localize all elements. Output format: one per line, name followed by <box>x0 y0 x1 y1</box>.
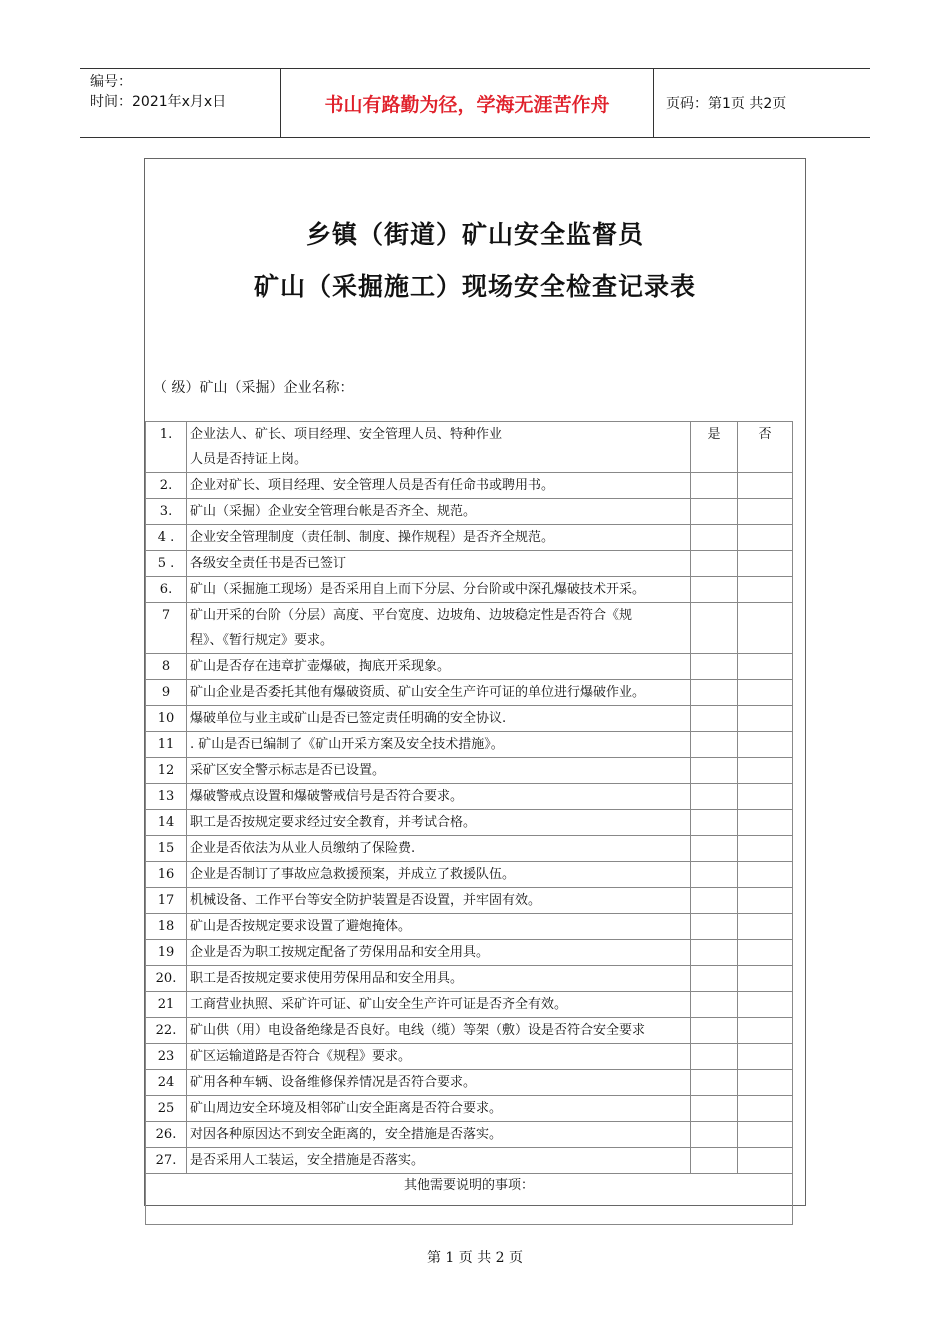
item-question-line: 企业对矿长、项目经理、安全管理人员是否有任命书或聘用书。 <box>190 478 555 493</box>
item-question-line: 企业安全管理制度（责任制、制度、操作规程）是否齐全规范。 <box>190 530 555 545</box>
item-question-line: 对因各种原因达不到安全距离的，安全措施是否落实。 <box>190 1127 503 1142</box>
checklist-table <box>145 421 793 1225</box>
item-question <box>187 422 691 473</box>
item-question <box>187 914 691 940</box>
table-row <box>146 499 793 525</box>
item-question-line: 各级安全责任书是否已签订 <box>190 556 347 571</box>
item-number: 2. <box>146 473 187 499</box>
table-row <box>146 1096 793 1122</box>
item-question-line: 爆破警戒点设置和爆破警戒信号是否符合要求。 <box>190 789 464 804</box>
yes-checkbox-cell[interactable] <box>691 784 738 810</box>
yes-checkbox-cell[interactable] <box>691 1044 738 1070</box>
yes-checkbox-cell[interactable] <box>691 706 738 732</box>
no-checkbox-cell[interactable] <box>738 706 793 732</box>
no-checkbox-cell[interactable] <box>738 966 793 992</box>
no-checkbox-cell[interactable] <box>738 551 793 577</box>
item-number: 17 <box>146 888 187 914</box>
item-question-line: 矿山周边安全环境及相邻矿山安全距离是否符合要求。 <box>190 1101 503 1116</box>
item-question-line: 程》、《暂行规定》要求。 <box>190 633 334 648</box>
item-question-line: 企业法人、矿长、项目经理、安全管理人员、特种作业 <box>190 427 503 442</box>
table-row <box>146 1018 793 1044</box>
yes-checkbox-cell[interactable] <box>691 473 738 499</box>
table-row <box>146 862 793 888</box>
item-number: 13 <box>146 784 187 810</box>
item-number: 15 <box>146 836 187 862</box>
enterprise-name-label: （ 级）矿山（采掘）企业名称： <box>153 380 354 396</box>
item-number: 20. <box>146 966 187 992</box>
item-number: 11 <box>146 732 187 758</box>
item-number: 23 <box>146 1044 187 1070</box>
no-checkbox-cell[interactable] <box>738 499 793 525</box>
item-number: 10 <box>146 706 187 732</box>
header-motto: 书山有路勤为径，学海无涯苦作舟 <box>280 69 654 137</box>
no-checkbox-cell[interactable]: 否 <box>738 422 793 473</box>
item-question <box>187 473 691 499</box>
table-row <box>146 525 793 551</box>
yes-checkbox-cell[interactable] <box>691 680 738 706</box>
item-question <box>187 1096 691 1122</box>
yes-checkbox-cell[interactable] <box>691 966 738 992</box>
item-question-line: . 矿山是否已编制了《矿山开采方案及安全技术措施》。 <box>190 737 504 752</box>
no-checkbox-cell[interactable] <box>738 914 793 940</box>
item-question-line: 企业是否制订了事故应急救援预案，并成立了救援队伍。 <box>190 867 516 882</box>
item-number: 5 . <box>146 551 187 577</box>
number-label: 编号： <box>90 74 132 90</box>
item-question-line: 矿山（采掘）企业安全管理台帐是否齐全、规范。 <box>190 504 477 519</box>
item-question-line: 职工是否按规定要求经过安全教育，并考试合格。 <box>190 815 477 830</box>
table-row <box>146 654 793 680</box>
item-question-line: 矿山是否按规定要求设置了避炮掩体。 <box>190 919 412 934</box>
item-question <box>187 836 691 862</box>
page-footer: 第 1 页 共 2 页 <box>426 1250 524 1266</box>
yes-checkbox-cell[interactable] <box>691 1122 738 1148</box>
item-number: 12 <box>146 758 187 784</box>
no-checkbox-cell[interactable] <box>738 654 793 680</box>
yes-checkbox-cell[interactable] <box>691 1096 738 1122</box>
yes-checkbox-cell[interactable] <box>691 603 738 654</box>
item-question <box>187 1148 691 1174</box>
table-row <box>146 1070 793 1096</box>
item-question <box>187 1044 691 1070</box>
no-checkbox-cell[interactable] <box>738 603 793 654</box>
item-question <box>187 706 691 732</box>
item-number: 6. <box>146 577 187 603</box>
no-checkbox-cell[interactable] <box>738 473 793 499</box>
item-number: 21 <box>146 992 187 1018</box>
item-question <box>187 862 691 888</box>
item-question-line: 采矿区安全警示标志是否已设置。 <box>190 763 386 778</box>
item-number: 9 <box>146 680 187 706</box>
item-question-line: 矿山开采的台阶（分层）高度、平台宽度、边坡角、边坡稳定性是否符合《规 <box>190 608 633 623</box>
no-checkbox-cell[interactable] <box>738 680 793 706</box>
table-row <box>146 1148 793 1174</box>
table-row <box>146 551 793 577</box>
document-title-line1: 乡镇（街道）矿山安全监督员 <box>305 220 644 249</box>
table-row <box>146 1044 793 1070</box>
item-question <box>187 525 691 551</box>
item-number: 18 <box>146 914 187 940</box>
item-question-line: 矿山供（用）电设备绝缘是否良好。电线（缆）等架（敷）设是否符合安全要求 <box>190 1023 646 1038</box>
item-question <box>187 992 691 1018</box>
no-checkbox-cell[interactable] <box>738 940 793 966</box>
item-question <box>187 784 691 810</box>
item-question-line: 矿用各种车辆、设备维修保养情况是否符合要求。 <box>190 1075 477 1090</box>
time-label: 时间：2021年x月x日 <box>90 94 227 110</box>
item-question <box>187 940 691 966</box>
yes-checkbox-cell[interactable] <box>691 810 738 836</box>
item-question <box>187 966 691 992</box>
table-row <box>146 422 793 473</box>
item-number: 16 <box>146 862 187 888</box>
item-question <box>187 551 691 577</box>
table-row <box>146 706 793 732</box>
item-question <box>187 1122 691 1148</box>
item-question <box>187 810 691 836</box>
yes-checkbox-cell[interactable]: 是 <box>691 422 738 473</box>
table-row <box>146 888 793 914</box>
item-question <box>187 654 691 680</box>
table-row <box>146 914 793 940</box>
item-question-line: 企业是否为职工按规定配备了劳保用品和安全用具。 <box>190 945 490 960</box>
item-question <box>187 603 691 654</box>
no-checkbox-cell[interactable] <box>738 525 793 551</box>
table-row <box>146 966 793 992</box>
item-question-line: 机械设备、工作平台等安全防护装置是否设置，并牢固有效。 <box>190 893 542 908</box>
item-question-line: 职工是否按规定要求使用劳保用品和安全用具。 <box>190 971 464 986</box>
yes-checkbox-cell[interactable] <box>691 992 738 1018</box>
yes-checkbox-cell[interactable] <box>691 551 738 577</box>
item-number: 3. <box>146 499 187 525</box>
item-question <box>187 577 691 603</box>
item-question <box>187 758 691 784</box>
item-number: 26. <box>146 1122 187 1148</box>
item-question <box>187 888 691 914</box>
yes-checkbox-cell[interactable] <box>691 914 738 940</box>
table-row <box>146 758 793 784</box>
yes-checkbox-cell[interactable] <box>691 862 738 888</box>
yes-checkbox-cell[interactable] <box>691 1018 738 1044</box>
no-checkbox-cell[interactable] <box>738 784 793 810</box>
item-question-line: 矿山（采掘施工现场）是否采用自上而下分层、分台阶或中深孔爆破技术开采。 <box>190 582 646 597</box>
no-checkbox-cell[interactable] <box>738 1096 793 1122</box>
item-question <box>187 1070 691 1096</box>
item-question <box>187 499 691 525</box>
yes-checkbox-cell[interactable] <box>691 836 738 862</box>
no-checkbox-cell[interactable] <box>738 1070 793 1096</box>
header-meta <box>80 69 280 137</box>
yes-checkbox-cell[interactable] <box>691 654 738 680</box>
page-header <box>80 68 870 138</box>
item-number: 1. <box>146 422 187 473</box>
item-number: 4 . <box>146 525 187 551</box>
yes-checkbox-cell[interactable] <box>691 577 738 603</box>
table-row <box>146 603 793 654</box>
table-row <box>146 577 793 603</box>
no-checkbox-cell[interactable] <box>738 1122 793 1148</box>
no-checkbox-cell[interactable] <box>738 758 793 784</box>
no-checkbox-cell[interactable] <box>738 1044 793 1070</box>
item-number: 24 <box>146 1070 187 1096</box>
table-row <box>146 940 793 966</box>
table-row <box>146 810 793 836</box>
item-number: 22. <box>146 1018 187 1044</box>
yes-checkbox-cell[interactable] <box>691 499 738 525</box>
form-frame <box>144 158 806 1206</box>
table-row <box>146 784 793 810</box>
no-checkbox-cell[interactable] <box>738 732 793 758</box>
table-row <box>146 732 793 758</box>
item-question-line: 矿山企业是否委托其他有爆破资质、矿山安全生产许可证的单位进行爆破作业。 <box>190 685 646 700</box>
no-checkbox-cell[interactable] <box>738 836 793 862</box>
no-checkbox-cell[interactable] <box>738 888 793 914</box>
table-row <box>146 680 793 706</box>
item-question-line: 爆破单位与业主或矿山是否已签定责任明确的安全协议. <box>190 711 507 726</box>
item-question-line: 矿区运输道路是否符合《规程》要求。 <box>190 1049 412 1064</box>
no-checkbox-cell[interactable] <box>738 992 793 1018</box>
item-question <box>187 1018 691 1044</box>
yes-checkbox-cell[interactable] <box>691 758 738 784</box>
no-checkbox-cell[interactable] <box>738 577 793 603</box>
yes-checkbox-cell[interactable] <box>691 732 738 758</box>
table-row <box>146 1122 793 1148</box>
yes-checkbox-cell[interactable] <box>691 940 738 966</box>
item-number: 7 <box>146 603 187 654</box>
document-title-line2: 矿山（采掘施工）现场安全检查记录表 <box>253 272 696 301</box>
no-checkbox-cell[interactable] <box>738 810 793 836</box>
yes-checkbox-cell[interactable] <box>691 525 738 551</box>
item-number: 27. <box>146 1148 187 1174</box>
item-question-line: 企业是否依法为从业人员缴纳了保险费. <box>190 841 416 856</box>
no-checkbox-cell[interactable] <box>738 1018 793 1044</box>
item-question-line: 是否采用人工装运，安全措施是否落实。 <box>190 1153 425 1168</box>
yes-checkbox-cell[interactable] <box>691 1070 738 1096</box>
table-row <box>146 836 793 862</box>
notes-field[interactable]: 其他需要说明的事项： <box>146 1174 793 1225</box>
no-checkbox-cell[interactable] <box>738 1148 793 1174</box>
item-question-line: 矿山是否存在违章扩壶爆破，掏底开采现象。 <box>190 659 451 674</box>
table-row <box>146 473 793 499</box>
item-number: 14 <box>146 810 187 836</box>
header-page-info: 页码：第1页 共2页 <box>666 96 787 112</box>
item-number: 25 <box>146 1096 187 1122</box>
item-number: 8 <box>146 654 187 680</box>
item-question-line: 人员是否持证上岗。 <box>190 452 308 467</box>
item-question <box>187 680 691 706</box>
yes-checkbox-cell[interactable] <box>691 1148 738 1174</box>
table-row <box>146 992 793 1018</box>
no-checkbox-cell[interactable] <box>738 862 793 888</box>
item-number: 19 <box>146 940 187 966</box>
yes-checkbox-cell[interactable] <box>691 888 738 914</box>
notes-row <box>146 1174 793 1225</box>
item-question <box>187 732 691 758</box>
item-question-line: 工商营业执照、采矿许可证、矿山安全生产许可证是否齐全有效。 <box>190 997 568 1012</box>
